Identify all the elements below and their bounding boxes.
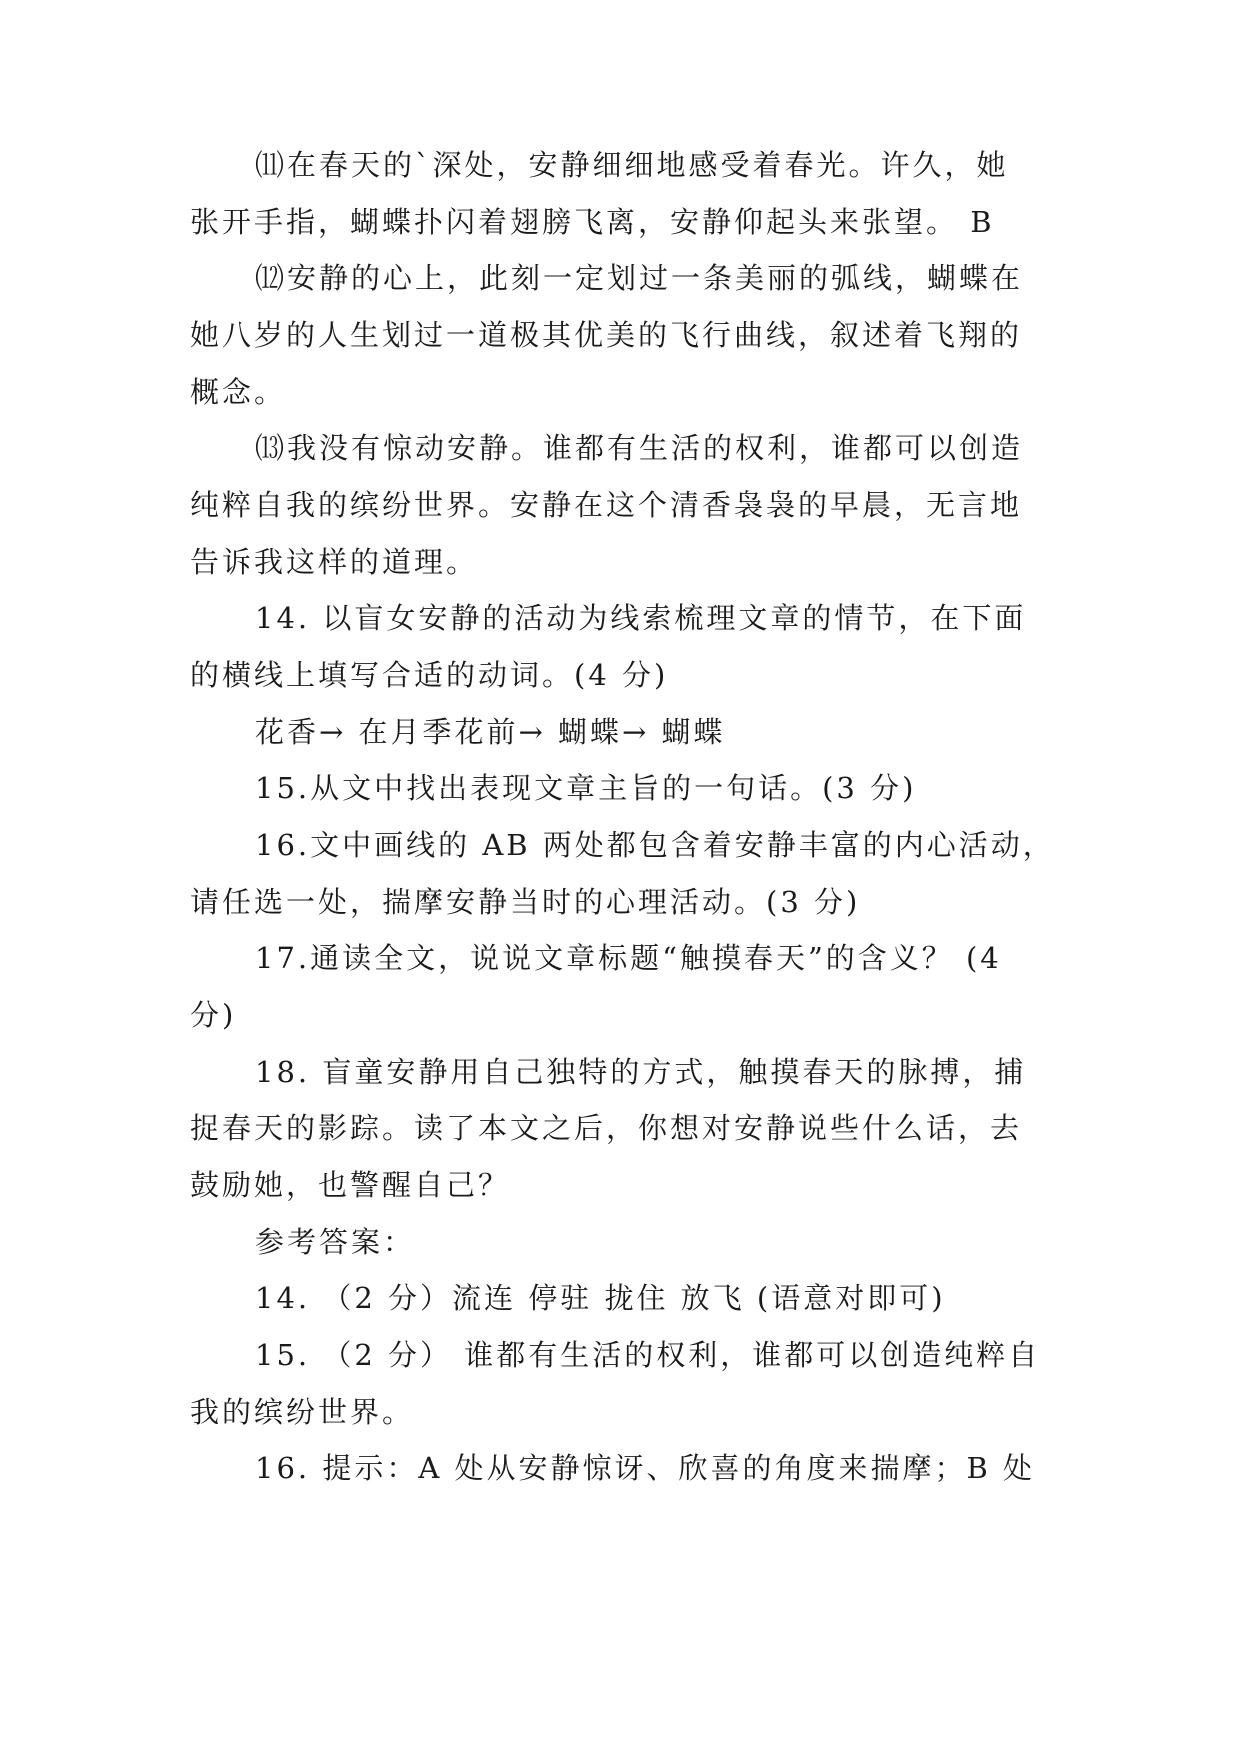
question-14-line-2: 的横线上填写合适的动词。(4 分) <box>190 658 669 692</box>
paragraph-13-line-1: ⒀我没有惊动安静。谁都有生活的权利，谁都可以创造 <box>255 431 1024 465</box>
paragraph-11-line-1: ⑾在春天的`深处，安静细细地感受着春光。许久，她 <box>255 148 1009 182</box>
question-14-sequence: 花香→ 在月季花前→ 蝴蝶→ 蝴蝶 <box>255 715 726 749</box>
question-18-line-1: 18. 盲童安静用自己独特的方式，触摸春天的脉搏，捕 <box>255 1055 1027 1089</box>
answer-16-line-1: 16. 提示：A 处从安静惊讶、欣喜的角度来揣摩；B 处 <box>255 1451 1036 1485</box>
paragraph-11-line-2: 张开手指，蝴蝶扑闪着翅膀飞离，安静仰起头来张望。 B <box>190 205 995 239</box>
paragraph-12-line-1: ⑿安静的心上，此刻一定划过一条美丽的弧线，蝴蝶在 <box>255 261 1024 295</box>
question-16-line-2: 请任选一处，揣摩安静当时的心理活动。(3 分) <box>190 885 861 919</box>
paragraph-12-line-2: 她八岁的人生划过一道极其优美的飞行曲线，叙述着飞翔的 <box>190 318 1023 352</box>
answer-15-line-2: 我的缤纷世界。 <box>190 1395 415 1429</box>
question-18-line-3: 鼓励她，也警醒自己？ <box>190 1168 511 1202</box>
paragraph-12-line-3: 概念。 <box>190 375 287 409</box>
paragraph-13-line-2: 纯粹自我的缤纷世界。安静在这个清香袅袅的早晨，无言地 <box>190 488 1023 522</box>
question-16-line-1: 16.文中画线的 AB 两处都包含着安静丰富的内心活动， <box>255 828 1055 862</box>
paragraph-13-line-3: 告诉我这样的道理。 <box>190 545 479 579</box>
answer-key-heading: 参考答案： <box>255 1225 416 1259</box>
question-17-line-2: 分) <box>190 998 237 1032</box>
question-14-line-1: 14. 以盲女安静的活动为线索梳理文章的情节，在下面 <box>255 601 1027 635</box>
question-15: 15.从文中找出表现文章主旨的一句话。(3 分) <box>255 771 917 805</box>
answer-14: 14. （2 分）流连 停驻 拢住 放飞 (语意对即可) <box>255 1281 946 1315</box>
question-17-line-1: 17.通读全文，说说文章标题“触摸春天”的含义？ (4 <box>255 941 1002 975</box>
question-18-line-2: 捉春天的影踪。读了本文之后，你想对安静说些什么话，去 <box>190 1111 1023 1145</box>
answer-15-line-1: 15. （2 分） 谁都有生活的权利，谁都可以创造纯粹自 <box>255 1338 1041 1372</box>
